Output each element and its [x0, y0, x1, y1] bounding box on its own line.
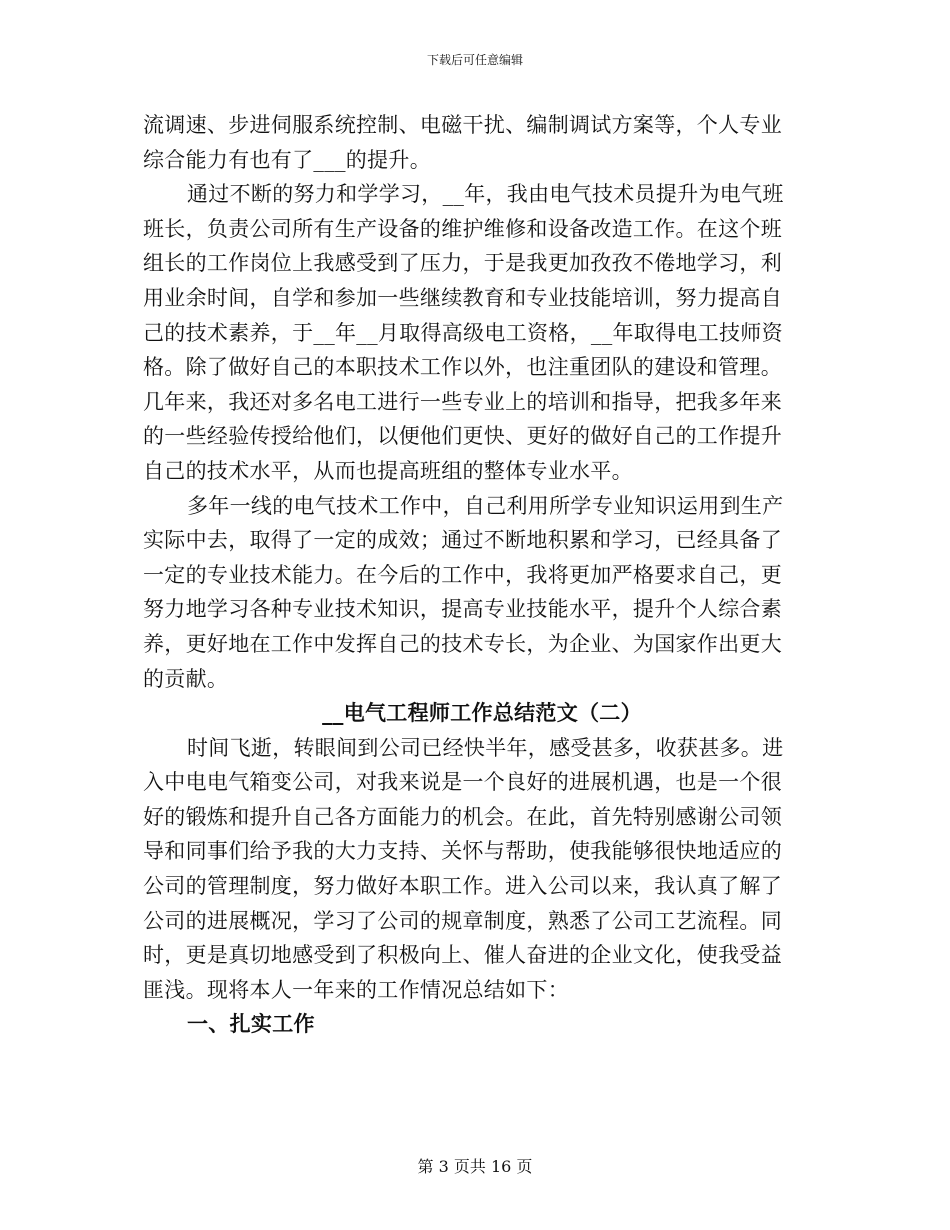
page-header: 下载后可任意编辑: [426, 53, 523, 67]
text-line: 几年来，我还对多名电工进行一些专业上的培训和指导，把我多年来: [143, 389, 782, 414]
text-line: 好的锻炼和提升自己各方面能力的机会。在此，首先特别感谢公司领: [143, 804, 782, 829]
text-line: 公司的进展概况，学习了公司的规章制度，熟悉了公司工艺流程。同: [143, 908, 782, 933]
text-line: 己的技术素养，于__年__月取得高级电工资格，__年取得电工技师资: [143, 320, 783, 345]
text-line: 班长，负责公司所有生产设备的维护维修和设备改造工作。在这个班: [143, 216, 782, 241]
text-line: 流调速、步进伺服系统控制、电磁干扰、编制调试方案等，个人专业: [143, 113, 782, 137]
text-line: 努力地学习各种专业技术知识，提高专业技能水平，提升个人综合素: [143, 597, 782, 622]
subsection-heading: 一、扎实工作: [187, 1011, 315, 1037]
text-line: 匪浅。现将本人一年来的工作情况总结如下：: [143, 977, 569, 1002]
paragraph-start: 通过不断的努力和学学习，__年，我由电气技术员提升为电气班: [187, 182, 784, 207]
text-line: 格。除了做好自己的本职技术工作以外，也注重团队的建设和管理。: [143, 355, 782, 380]
section-title: __电气工程师工作总结范文（二）: [322, 700, 642, 726]
text-line: 导和同事们给予我的大力支持、关怀与帮助，使我能够很快地适应的: [143, 839, 782, 864]
text-line: 一定的专业技术能力。在今后的工作中，我将更加严格要求自己，更: [143, 562, 782, 587]
paragraph-start: 多年一线的电气技术工作中，自己利用所学专业知识运用到生产: [187, 493, 784, 518]
text-line: 用业余时间，自学和参加一些继续教育和专业技能培训，努力提高自: [143, 285, 782, 310]
paragraph-start: 时间飞逝，转眼间到公司已经快半年，感受甚多，收获甚多。进: [187, 735, 784, 760]
text-line: 自己的技术水平，从而也提高班组的整体专业水平。: [143, 458, 633, 483]
page-number: 第 3 页共 16 页: [417, 1157, 533, 1176]
text-line: 综合能力有也有了___的提升。: [143, 147, 431, 172]
text-line: 的一些经验传授给他们，以便他们更快、更好的做好自己的工作提升: [143, 424, 782, 449]
document-body: [143, 108, 811, 1042]
text-line: 实际中去，取得了一定的成效；通过不断地积累和学习，已经具备了: [143, 528, 782, 553]
text-line: 入中电电气箱变公司，对我来说是一个良好的进展机遇，也是一个很: [143, 770, 782, 795]
text-line: 养，更好地在工作中发挥自己的技术专长，为企业、为国家作出更大: [143, 631, 782, 656]
text-line: 组长的工作岗位上我感受到了压力，于是我更加孜孜不倦地学习，利: [143, 251, 782, 276]
text-line: 公司的管理制度，努力做好本职工作。进入公司以来，我认真了解了: [143, 874, 782, 899]
text-line: 时，更是真切地感受到了积极向上、催人奋进的企业文化，使我受益: [143, 943, 782, 968]
text-line: 的贡献。: [143, 666, 229, 691]
